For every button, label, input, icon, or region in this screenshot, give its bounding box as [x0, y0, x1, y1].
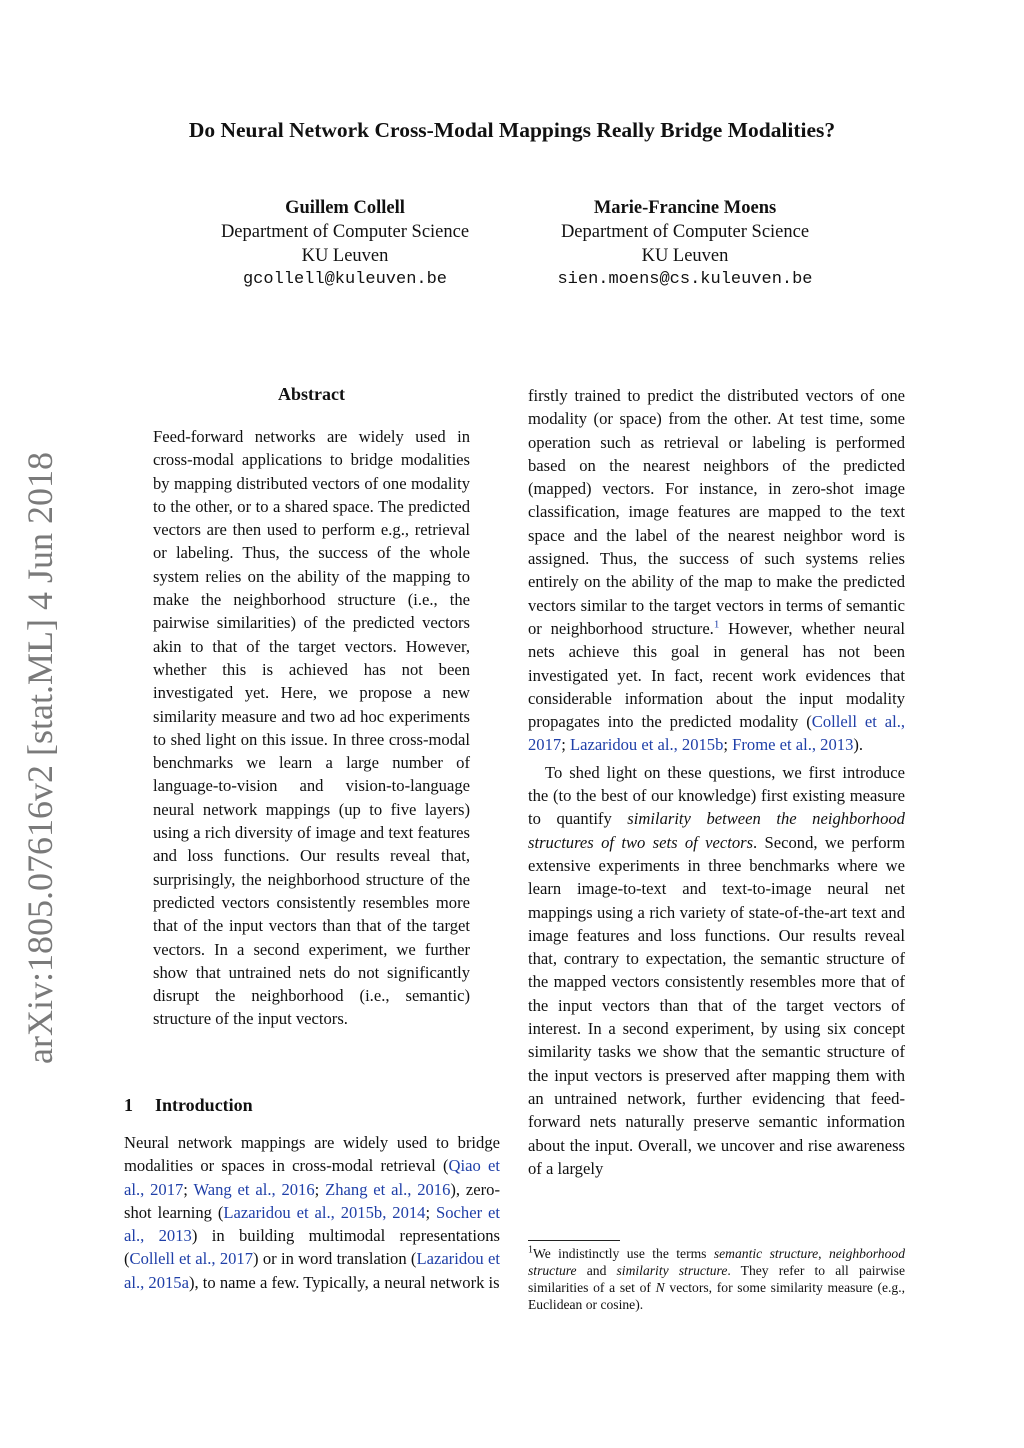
citation-link[interactable]: Collell et al., 2017 [528, 712, 905, 755]
author-department: Department of Computer Science [560, 222, 810, 242]
text-run: Neural network mappings are widely used to bridge modalities or spaces in cross-modal retrieval ( [124, 1133, 500, 1176]
author-name: Marie-Francine Moens [593, 198, 777, 218]
author-institution: KU Leuven [641, 246, 729, 266]
text-run: However, whether neural nets achieve this goal in general has not been investigated yet. In fact, recent work evidences that considerable information about the input modality propagates into the predicted modality ( [528, 618, 905, 732]
text-run: ; [425, 1202, 437, 1222]
author-email[interactable]: sien.moens@cs.kuleuven.be [557, 270, 813, 289]
text-run: ). [853, 735, 864, 755]
text-run: We indistinctly use the terms [533, 1246, 714, 1261]
citation-link[interactable]: Zhang et al., 2016 [325, 1179, 451, 1199]
paper-title: Do Neural Network Cross-Modal Mappings Really Bridge Modalities? [188, 118, 836, 142]
text-run: . They refer to all pairwise similarities of a set of [528, 1263, 906, 1295]
footnote-divider [528, 1240, 620, 1241]
footnote-marker[interactable]: 1 [713, 618, 720, 631]
author-block-2 [525, 196, 845, 292]
text-run: ; [314, 1179, 326, 1199]
author-institution: KU Leuven [301, 246, 389, 266]
intro-paragraph-2 [528, 761, 905, 1180]
abstract-heading: Abstract [278, 384, 345, 404]
citation-link[interactable]: Lazaridou et al., 2015b, 2014 [223, 1202, 426, 1222]
text-run: ; [183, 1179, 194, 1199]
emphasis-text: similarity between the neighborhood structures of two sets of vectors [528, 809, 905, 852]
text-run: To shed light on these questions, we first introduce the (to the best of our knowledge) first existing measure to quantify [528, 762, 905, 829]
citation-link[interactable]: Socher et al., 2013 [124, 1202, 500, 1246]
emphasis-text: neighborhood structure [528, 1246, 905, 1278]
text-run: , [818, 1246, 829, 1261]
citation-link[interactable]: Lazaridou et al., 2015a [124, 1249, 500, 1292]
citation-link[interactable]: Frome et al., 2013 [732, 735, 854, 755]
emphasis-text: similarity structure [616, 1263, 728, 1278]
author-email[interactable]: gcollell@kuleuven.be [242, 270, 448, 289]
section-heading-introduction [124, 1095, 500, 1116]
author-name: Guillem Collell [285, 198, 405, 218]
citation-link[interactable]: Lazaridou et al., 2015b [569, 735, 724, 755]
right-column [528, 384, 905, 1180]
intro-paragraph-1-continued [528, 384, 905, 757]
emphasis-text: N [655, 1280, 665, 1295]
text-run: ) in building multimodal representations ( [124, 1226, 500, 1269]
section-title: Introduction [155, 1095, 253, 1115]
abstract-text: Feed-forward networks are widely used in cross-modal applications to bridge modalities by mapping distributed vectors of one modality to the other, or to a shared space. The predicted vectors are then used to perform e.g., retrieval or labeling. Thus, the success of the whole system relies on the ability of the mapping to make the neighborhood structure (i.e., the pairwise similarities) of the predicted vectors akin to that of the target vectors. However, whether this is achieved has not been investigated yet. Here, we propose a new similarity measure and two ad hoc experiments to shed light on this issue. In three cross-modal benchmarks we learn a large number of language-to-vision and vision-to-language neural network mappings (up to five layers) using a rich diversity of image and text features and loss functions. Our results reveal that, surprisingly, the neighborhood structure of the predicted vectors consistently resembles more that of the input vectors than that of the target vectors. In a second experiment, we further show that untrained nets do not significantly disrupt the neighborhood (i.e., semantic) structure of the input vectors. [153, 427, 470, 1029]
citation-link[interactable]: Collell et al., 2017 [129, 1249, 254, 1269]
emphasis-text: semantic structure [713, 1246, 819, 1261]
citation-link[interactable]: Qiao et al., 2017 [124, 1156, 500, 1199]
intro-paragraph-1-part-1 [124, 1131, 500, 1294]
footnote-number: 1 [528, 1244, 533, 1256]
section-number: 1 [124, 1095, 133, 1115]
text-run: and [576, 1263, 617, 1278]
arxiv-identifier: arXiv:1805.07616v2 [stat.ML] 4 Jun 2018 [20, 452, 60, 1064]
author-department: Department of Computer Science [220, 222, 470, 242]
text-run: . Second, we perform extensive experiments in three benchmarks where we learn image-to-text and text-to-image neural net mappings using a rich variety of state-of-the-art text and image features and loss functions. Our results reveal that, contrary to expectation, the semantic structure of the mapped vectors consistently resembles more that of the input vectors than that of the target vectors of interest. In a second experiment, by using six concept similarity tasks we show that the semantic structure of the input vectors is preserved after mapping them with an untrained network, further evidencing that feed-forward nets naturally preserve semantic information about the input. Overall, we uncover and rise awareness of a largely [528, 832, 905, 1178]
author-block-1 [185, 196, 505, 292]
text-run: ), to name a few. Typically, a neural network is [188, 1272, 500, 1292]
text-run: firstly trained to predict the distributed vectors of one modality (or space) from the other. At test time, some operation such as retrieval or labeling is performed based on the nearest neighbors of the predicted (mapped) vectors. For instance, in zero-shot image classification, image features are mapped to the text space and the label of the nearest neighbor word is assigned. Thus, the success of such systems relies entirely on the ability of the map to make the predicted vectors similar to the target vectors in terms of semantic or neighborhood structure. [528, 386, 905, 638]
text-run: ; [561, 735, 570, 755]
citation-link[interactable]: Wang et al., 2016 [193, 1179, 315, 1199]
text-run: ) or in word translation ( [253, 1249, 417, 1269]
footnote [528, 1245, 905, 1313]
text-run: ), zero-shot learning ( [124, 1179, 500, 1222]
text-run: ; [723, 735, 733, 755]
text-run: vectors, for some similarity measure (e.g., Euclidean or cosine). [528, 1280, 905, 1312]
